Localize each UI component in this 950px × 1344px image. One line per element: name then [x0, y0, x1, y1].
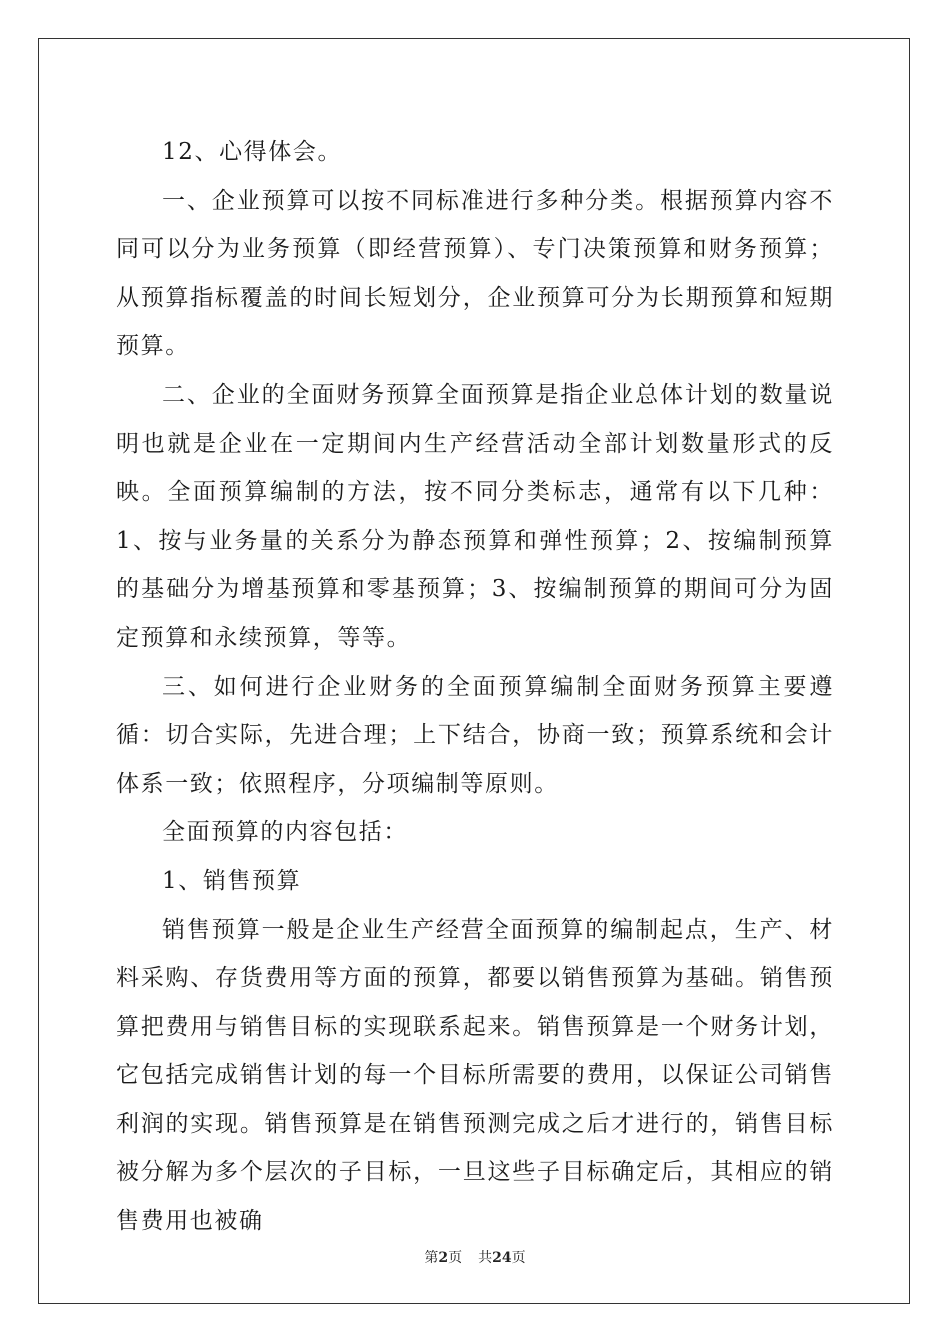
page-footer — [0, 1248, 950, 1268]
paragraph-sales-budget-body: 销售预算一般是企业生产经营全面预算的编制起点，生产、材料采购、存货费用等方面的预算，都要以销售预算为基础。销售预算把费用与销售目标的实现联系起来。销售预算是一个财务计划，它包括完成销售计划的每一个目标所需要的费用，以保证公司销售利润的实现。销售预算是在销售预测完成之后才进行的，销售目标被分解为多个层次的子目标，一旦这些子目标确定后，其相应的销售费用也被确 — [116, 916, 834, 1235]
paragraph-section-1: 一、企业预算可以按不同标准进行多种分类。根据预算内容不同可以分为业务预算（即经营预算）、专门决策预算和财务预算；从预算指标覆盖的时间长短划分，企业预算可分为长期预算和短期预算。 — [116, 187, 834, 360]
total-prefix: 共 — [478, 1250, 493, 1266]
paragraph-section-3: 三、如何进行企业财务的全面预算编制全面财务预算主要遵循：切合实际，先进合理；上下结合，协商一致；预算系统和会计体系一致；依照程序，分项编制等原则。 — [116, 673, 834, 797]
page-suffix: 页 — [448, 1250, 463, 1266]
paragraph-heading-12: 12、心得体会。 — [162, 139, 343, 165]
document-body — [116, 128, 834, 1246]
page-prefix: 第 — [424, 1250, 439, 1266]
page-number: 2 — [438, 1250, 449, 1266]
paragraph-contents-intro: 全面预算的内容包括： — [162, 819, 408, 846]
total-pages: 24 — [492, 1250, 512, 1266]
paragraph-sales-budget-heading: 1、销售预算 — [162, 867, 302, 894]
paragraph-section-2: 二、企业的全面财务预算全面预算是指企业总体计划的数量说明也就是企业在一定期间内生产经营活动全部计划数量形式的反映。全面预算编制的方法，按不同分类标志，通常有以下几种：1、按与业务量的关系分为静态预算和弹性预算；2、按编制预算的基础分为增基预算和零基预算；3、按编制预算的期间可分为固定预算和永续预算，等等。 — [116, 381, 834, 651]
total-suffix: 页 — [511, 1250, 526, 1266]
